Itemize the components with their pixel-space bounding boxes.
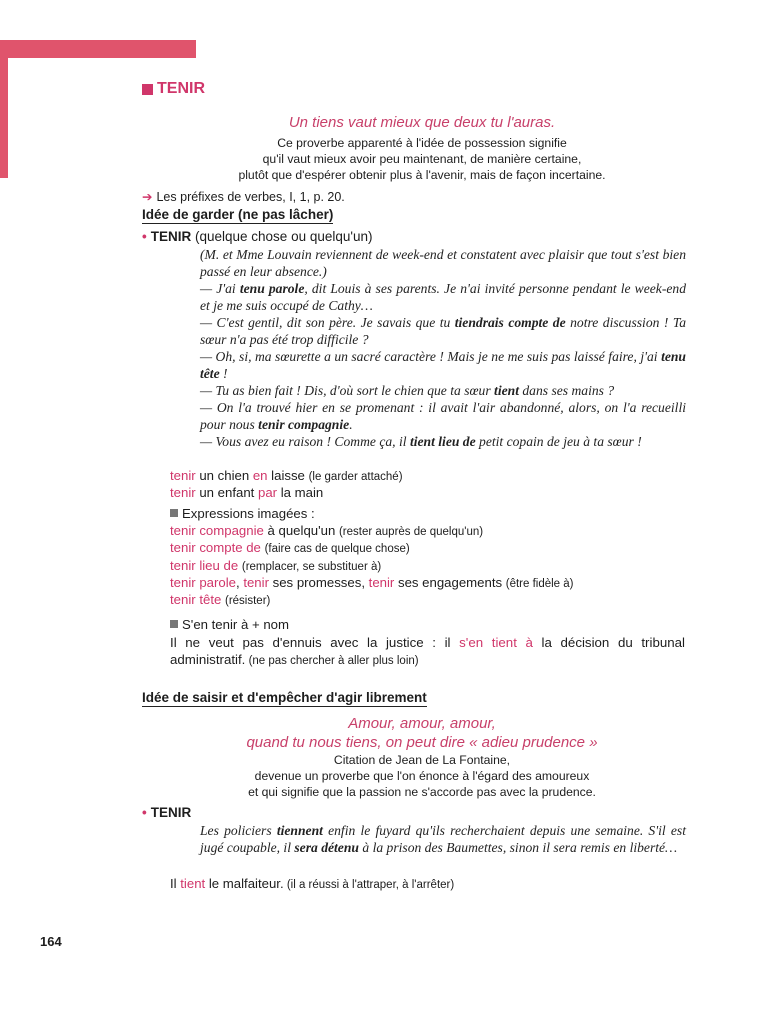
heading-saisir: Idée de saisir et d'empêcher d'agir librement <box>142 690 427 705</box>
phrase-text: la main <box>277 485 324 501</box>
dialogue-text: (M. et Mme Louvain reviennent de week-end et constatent avec plaisir que tout s'est bien passé en leur absence.) <box>200 247 686 279</box>
expression-item <box>170 592 574 609</box>
dialogue-line <box>200 348 686 382</box>
phrase-text: laisse <box>267 468 309 483</box>
dialogue-line <box>200 382 686 399</box>
sen-tenir-example <box>170 634 685 670</box>
section-title <box>142 80 205 98</box>
dialogue-line <box>200 280 686 314</box>
example-malfaiteur <box>170 876 454 893</box>
explanation-line: Ce proverbe apparenté à l'idée de possession signifie <box>277 136 567 150</box>
proverb-2-line: quand tu nous tiens, on peut dire « adieu prudence » <box>246 734 598 751</box>
dialogue-highlight: tiendrais compte de <box>454 315 566 330</box>
bullet-verb: TENIR <box>150 805 192 820</box>
bullet-tenir-1 <box>142 229 372 244</box>
example-text: à la prison des Baumettes, sinon il sera remis en liberté… <box>358 840 678 855</box>
example-text: Les policiers <box>200 823 277 838</box>
verb-highlight: tenir lieu de <box>170 557 239 573</box>
expressions-label <box>170 506 315 522</box>
dialogue-highlight: tient <box>494 383 519 398</box>
square-bullet-icon <box>142 84 153 95</box>
usage-list <box>170 468 403 502</box>
dialogue-text: notre discussion ! Ta sœur n'a pas été trop difficile ? <box>200 315 686 347</box>
gloss-note: (faire cas de quelque chose) <box>264 543 410 556</box>
explanation-line: plutôt que d'espérer obtenir plus à l'avenir, mais de façon incertaine. <box>238 168 606 182</box>
example-note: (ne pas chercher à aller plus loin) <box>245 655 419 667</box>
expressions-label-text: Expressions imagées : <box>182 506 315 521</box>
example-text: Il <box>170 876 181 891</box>
top-color-band <box>0 40 196 58</box>
gloss-note: (rester auprès de quelqu'un) <box>338 526 484 538</box>
verb-highlight: tenir compte de <box>170 540 261 556</box>
verb-highlight: par <box>257 485 278 501</box>
dialogue-highlight: tenu tête <box>200 349 686 381</box>
explanation-line: et qui signifie que la passion ne s'accorde pas avec la prudence. <box>248 785 596 799</box>
verb-highlight: tenir compagnie <box>170 523 264 538</box>
dialogue-text: dans ses mains ? <box>518 383 615 398</box>
verb-highlight: tenir tête <box>170 592 222 608</box>
example-text: enfin le fuyard qu'ils recherchaient depuis une semaine. S'il est jugé coupable, il <box>200 823 686 855</box>
gloss-note: (le garder attaché) <box>308 471 403 483</box>
phrase-text: un enfant <box>195 485 258 501</box>
gloss-note: (remplacer, se substituer à) <box>241 560 382 573</box>
dialogue-text: petit copain de jeu à ta sœur ! <box>475 434 642 449</box>
verb-highlight: tenir <box>243 574 269 590</box>
example-text: Il ne veut pas d'ennuis avec la justice : il <box>170 635 460 650</box>
square-gray-icon <box>170 509 178 517</box>
usage-item <box>170 485 403 501</box>
dialogue-text: . <box>349 417 353 432</box>
example-highlight: tient <box>180 876 206 891</box>
explanation-line: qu'il vaut mieux avoir peu maintenant, de manière certaine, <box>262 152 582 166</box>
proverb-1: Un tiens vaut mieux que deux tu l'auras. <box>288 114 556 131</box>
page-number: 164 <box>40 934 62 949</box>
phrase-text: , <box>235 574 244 590</box>
cross-reference <box>142 189 345 205</box>
dialogue-highlight: tient lieu de <box>409 434 476 449</box>
expression-item <box>170 523 574 540</box>
usage-item <box>170 468 403 485</box>
sen-tenir-label <box>170 617 289 633</box>
example-paragraph <box>200 822 686 856</box>
dialogue-highlight: tenir compagnie <box>258 417 350 432</box>
expression-item <box>170 540 574 557</box>
side-color-band <box>0 40 8 178</box>
bullet-tenir-2 <box>142 805 191 820</box>
dialogue-highlight: tenu parole <box>239 281 305 296</box>
example-text: le malfaiteur. <box>205 876 284 891</box>
gloss-note: (être fidèle à) <box>505 577 574 590</box>
expression-item <box>170 558 574 575</box>
example-note: (il a réussi à l'attraper, à l'arrêter) <box>283 879 455 891</box>
arrow-right-icon: ➔ <box>142 190 153 204</box>
proverb-2-explanation <box>142 752 702 800</box>
proverb-2 <box>142 714 702 752</box>
dialogue-text: — C'est gentil, dit son père. Je savais que tu <box>200 315 455 330</box>
dialogue-example <box>200 246 686 450</box>
phrase-text: à quelqu'un <box>263 523 339 538</box>
expressions-list <box>170 523 574 609</box>
proverb-1-explanation <box>142 135 702 183</box>
example-highlight: sera détenu <box>294 840 359 855</box>
proverb-2-line: Amour, amour, amour, <box>348 715 496 732</box>
verb-highlight: tenir <box>170 485 196 501</box>
example-text: la décision du tribunal administratif. <box>170 635 685 667</box>
verb-highlight: tenir parole <box>170 574 236 590</box>
dialogue-line <box>200 314 686 348</box>
sen-tenir-label-text: S'en tenir à + nom <box>182 617 289 632</box>
example-policiers <box>200 822 686 856</box>
phrase-text: ses engagements <box>394 574 506 590</box>
expression-item <box>170 575 574 592</box>
example-highlight: tiennent <box>276 823 323 838</box>
section-title-text: TENIR <box>157 80 205 97</box>
dialogue-line <box>200 246 686 280</box>
square-gray-icon <box>170 620 178 628</box>
verb-highlight: tenir <box>170 468 196 483</box>
explanation-line: Citation de Jean de La Fontaine, <box>333 753 511 767</box>
explanation-line: devenue un proverbe que l'on énonce à l'égard des amoureux <box>254 769 590 783</box>
dialogue-text: , dit Louis à ses parents. Je n'ai invité personne pendant le week-end et je me suis occupé de Cathy… <box>200 281 686 313</box>
dialogue-text: — Vous avez eu raison ! Comme ça, il <box>200 434 410 449</box>
phrase-text: un chien <box>195 468 253 483</box>
dialogue-text: — On l'a trouvé hier en se promenant : il avait l'air abandonné, alors, on l'a recueilli pour nous <box>200 400 686 432</box>
phrase-text: ses promesses, <box>268 574 369 590</box>
bullet-complement: (quelque chose ou quelqu'un) <box>195 229 373 244</box>
dialogue-line <box>200 433 686 450</box>
cross-reference-text: Les préfixes de verbes, I, 1, p. 20. <box>156 190 345 204</box>
dialogue-text: — Tu as bien fait ! Dis, d'où sort le chien que ta sœur <box>200 383 495 398</box>
example-highlight: s'en tient à <box>459 635 533 650</box>
dialogue-text: — J'ai <box>200 281 240 296</box>
bullet-verb: TENIR <box>150 229 192 244</box>
dialogue-text: ! <box>219 366 228 381</box>
heading-garder: Idée de garder (ne pas lâcher) <box>142 207 334 222</box>
gloss-note: (résister) <box>225 595 271 608</box>
dialogue-text: — Oh, si, ma sœurette a un sacré caractère ! Mais je ne me suis pas laissé faire, j'ai <box>200 349 662 364</box>
verb-highlight: tenir <box>368 574 395 590</box>
verb-highlight: en <box>252 468 268 483</box>
bullet-dot-icon: • <box>142 805 147 820</box>
bullet-dot-icon: • <box>142 229 147 244</box>
dialogue-line <box>200 399 686 433</box>
